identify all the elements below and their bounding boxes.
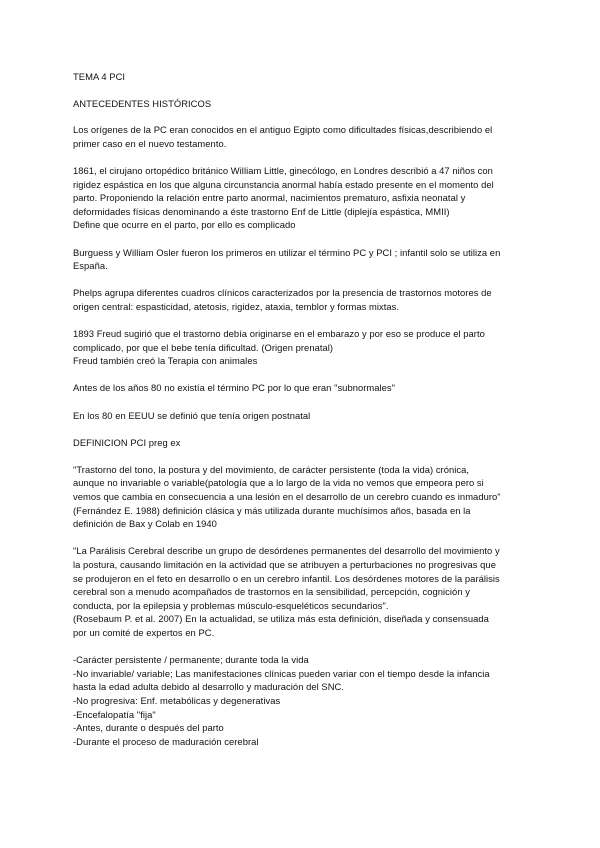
antecedentes-paragraph xyxy=(73,381,530,395)
antecedentes-paragraph xyxy=(73,286,530,313)
definicion-paragraph xyxy=(73,544,530,639)
section-antecedentes-body xyxy=(73,123,530,422)
text-line: aunque no invariable o variable(patología que a lo largo de la vida no vemos que empeora pero si xyxy=(73,477,484,489)
antecedentes-paragraph xyxy=(73,123,530,150)
text-line: por un comité de expertos en PC. xyxy=(73,626,215,638)
text-line: (Fernández E. 1988) definición clásica y más utilizada durante muchísimos años, basada en la xyxy=(73,504,471,516)
antecedentes-paragraph xyxy=(73,164,530,232)
text-line: En los 80 en EEUU se definió que tenía origen postnatal xyxy=(73,409,311,421)
text-line: Define que ocurre en el parto, por ello es complicado xyxy=(73,219,296,231)
text-line: deformidades físicas denominando a éste trastorno Enf de Little (diplejía espástica, MMII) xyxy=(73,205,450,217)
text-line: "Trastorno del tono, la postura y del movimiento, de carácter persistente (toda la vida) crónica, xyxy=(73,463,470,475)
list-item: -No invariable/ variable; Las manifestaciones clínicas pueden variar con el tiempo desde la infancia xyxy=(73,667,490,679)
text-line: parto. Proponiendo la relación entre parto anormal, nacimientos prematuro, asfixia neonatal y xyxy=(73,192,466,204)
list-item: -No progresiva: Enf. metabólicas y degenerativas xyxy=(73,694,281,706)
list-item: -Encefalopatía "fija" xyxy=(73,708,156,720)
text-line: complicado, por que el bebe tenía dificultad. (Origen prenatal) xyxy=(73,341,334,353)
list-item: -Carácter persistente / permanente; durante toda la vida xyxy=(73,654,309,666)
text-line: Burguess y William Osler fueron los primeros en utilizar el término PC y PCI ; infantil solo se utiliza en xyxy=(73,246,501,258)
section-heading-definicion: DEFINICION PCI preg ex xyxy=(73,437,181,449)
text-line: vemos que cambia en consecuencia a una lesión en el desarrollo de un cerebro cuando es inmaduro" xyxy=(73,491,501,503)
list-item: hasta la edad adulta debido al desarrollo y maduración del SNC. xyxy=(73,681,345,693)
antecedentes-paragraph xyxy=(73,246,530,273)
text-line: la postura, causando limitación en la actividad que se atribuyen a perturbaciones no progresivas que xyxy=(73,559,496,570)
text-line: origen central: espasticidad, atetosis, rigidez, ataxia, temblor y formas mixtas. xyxy=(73,300,400,312)
section-definicion-body xyxy=(73,463,530,640)
text-line: "La Parálisis Cerebral describe un grupo de desórdenes permanentes del desarrollo del movimiento y xyxy=(73,545,500,557)
text-line: conducta, por la epilepsia y problemas músculo-esqueléticos secundarios". xyxy=(73,599,389,611)
text-line: Antes de los años 80 no existía el término PC por lo que eran "subnormales" xyxy=(73,382,396,394)
text-line: Phelps agrupa diferentes cuadros clínicos caracterizados por la presencia de trastornos motores de xyxy=(73,287,492,299)
text-line: rigidez espástica en los que alguna circunstancia anormal había estado presente en el momento del xyxy=(73,178,494,190)
text-line: 1893 Freud sugirió que el trastorno debía originarse en el embarazo y por eso se produce el parto xyxy=(73,328,485,340)
list-item: -Durante el proceso de maduración cerebral xyxy=(73,735,259,747)
text-line: 1861, el cirujano ortopédico británico William Little, ginecólogo, en Londres describió a 47 niños con xyxy=(73,164,493,176)
section-heading-antecedentes: ANTECEDENTES HISTÓRICOS xyxy=(73,97,212,109)
definicion-paragraph xyxy=(73,463,530,531)
text-line: España. xyxy=(73,260,108,272)
text-line: Los orígenes de la PC eran conocidos en el antiguo Egipto como dificultades físicas,describiendo el xyxy=(73,124,493,136)
characteristics-list xyxy=(73,653,530,748)
antecedentes-paragraph xyxy=(73,327,530,368)
text-line: se produjeron en el feto en desarrollo o en un cerebro infantil. Los desórdenes motores de la parálisis xyxy=(73,572,500,584)
text-line: definición de Bax y Colab en 1940 xyxy=(73,518,217,530)
document-title: TEMA 4 PCI xyxy=(73,71,126,82)
text-line: primer caso en el nuevo testamento. xyxy=(73,137,227,149)
text-line: Freud también creó la Terapia con animales xyxy=(73,355,258,367)
list-item: -Antes, durante o después del parto xyxy=(73,722,224,734)
antecedentes-paragraph xyxy=(73,409,530,423)
text-line: (Rosebaum P. et al. 2007) En la actualidad, se utiliza más esta definición, diseñada y consensuada xyxy=(73,613,489,625)
text-line: cerebral son a menudo acompañados de trastornos en la sensibilidad, percepción, cognición y xyxy=(73,586,470,598)
